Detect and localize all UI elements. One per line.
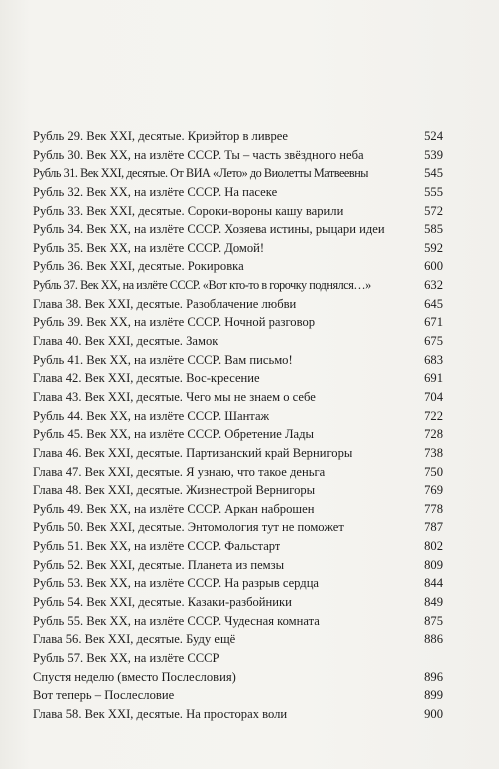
toc-entry-page-number: 524: [424, 129, 443, 143]
toc-entry: [33, 164, 443, 183]
toc-entry-title: Вот теперь – Послесловие: [33, 688, 175, 703]
toc-entry-title: Глава 42. Век XXI, десятые. Вос-кресение: [33, 371, 260, 386]
toc-entry-page-number: 671: [424, 315, 443, 330]
toc-entry-page-number: 704: [424, 389, 443, 404]
toc-entry: [33, 313, 443, 332]
toc-entry: [33, 369, 443, 388]
toc-entry: [33, 630, 443, 649]
toc-entry-title: Рубль 39. Век XX, на излёте СССР. Ночной разговор: [33, 315, 316, 330]
toc-entry: [33, 388, 443, 407]
toc-entry-title: Рубль 52. Век XXI, десятые. Планета из пемзы: [33, 557, 285, 572]
toc-entry-title: Глава 58. Век XXI, десятые. На просторах воли: [33, 706, 288, 721]
toc-entry-title: Рубль 37. Век XX, на излёте СССР. «Вот кто-то в горочку поднялся…»: [33, 278, 371, 293]
toc-entry: [33, 463, 443, 482]
toc-entry-title: Рубль 32. Век XX, на излёте СССР. На пасеке: [33, 184, 278, 199]
toc-entry: [33, 127, 443, 146]
toc-entry-page-number: 899: [424, 688, 443, 703]
toc-entry-title: Глава 47. Век XXI, десятые. Я узнаю, что такое деньга: [33, 464, 326, 479]
toc-entry-title: Рубль 33. Век XXI, десятые. Сороки-вороны кашу варили: [33, 203, 344, 218]
toc-entry-page-number: 545: [424, 166, 443, 181]
toc-entry-page-number: 722: [424, 408, 443, 423]
toc-entry: [33, 556, 443, 575]
toc-entry-title: Рубль 55. Век XX, на излёте СССР. Чудесная комната: [33, 613, 320, 628]
toc-entry-page-number: 555: [424, 184, 443, 199]
toc-entry: [33, 705, 443, 724]
toc-entry-title: Глава 40. Век XXI, десятые. Замок: [33, 334, 219, 349]
toc-entry-page-number: 728: [424, 427, 443, 442]
toc-entry-page-number: 875: [424, 613, 443, 628]
toc-entry: [33, 518, 443, 537]
toc-entry: [33, 146, 443, 165]
toc-entry: [33, 202, 443, 221]
toc-entry-page-number: 632: [424, 278, 443, 293]
toc-entry-page-number: 750: [424, 464, 443, 479]
toc-entry-title: Рубль 30. Век XX, на излёте СССР. Ты – часть звёздного неба: [33, 147, 364, 162]
toc-entry-title: Рубль 29. Век XXI, десятые. Криэйтор в ливрее: [33, 129, 288, 143]
toc-entry: [33, 481, 443, 500]
toc-entry-page-number: 738: [424, 445, 443, 460]
toc-entry-page-number: 778: [424, 501, 443, 516]
toc-entry-page-number: 691: [424, 371, 443, 386]
toc-entry-title: Глава 43. Век XXI, десятые. Чего мы не знаем о себе: [33, 389, 316, 404]
toc-entry-page-number: 769: [424, 483, 443, 498]
toc-entry-title: Рубль 50. Век XXI, десятые. Энтомология тут не поможет: [33, 520, 344, 535]
toc-entry-title: Рубль 36. Век XXI, десятые. Рокировка: [33, 259, 244, 274]
toc-entry: [33, 686, 443, 705]
toc-entry: [33, 444, 443, 463]
toc-entry-title: Рубль 57. Век XX, на излёте СССР: [33, 650, 220, 665]
toc-entry: [33, 295, 443, 314]
toc-entry: [33, 425, 443, 444]
toc-entry-page-number: 900: [424, 706, 443, 721]
toc-entry-title: Рубль 53. Век XX, на излёте СССР. На разрыв сердца: [33, 576, 320, 591]
toc-entry-title: Рубль 31. Век XXI, десятые. От ВИА «Лето» до Виолетты Матвеевны: [33, 166, 369, 181]
toc-entry: [33, 612, 443, 631]
toc-entry-page-number: 802: [424, 539, 443, 554]
toc-entry-title: Глава 46. Век XXI, десятые. Партизанский край Вернигоры: [33, 445, 353, 460]
toc-entry-page-number: 683: [424, 352, 443, 367]
toc-entry-page-number: 645: [424, 296, 443, 311]
toc-entry-title: Рубль 34. Век XX, на излёте СССР. Хозяева истины, рыцари идеи: [33, 222, 385, 237]
toc-entry: [33, 257, 443, 276]
toc-entry: [33, 500, 443, 519]
toc-entry-title: Глава 48. Век XXI, десятые. Жизнестрой Вернигоры: [33, 483, 316, 498]
toc-entry: [33, 407, 443, 426]
toc-entry-title: Глава 38. Век XXI, десятые. Разоблачение любви: [33, 296, 297, 311]
toc-entry: [33, 537, 443, 556]
toc-entry-title: Рубль 49. Век XX, на излёте СССР. Аркан наброшен: [33, 501, 315, 516]
toc-entry-page-number: 844: [424, 576, 443, 591]
toc-entry: [33, 649, 443, 668]
toc-entry-title: Рубль 44. Век XX, на излёте СССР. Шантаж: [33, 408, 270, 423]
toc-entry: [33, 220, 443, 239]
toc-entry-page-number: 572: [424, 203, 443, 218]
toc-entry-page-number: 896: [424, 669, 443, 684]
toc-entry: [33, 276, 443, 295]
toc-entry-page-number: 585: [424, 222, 443, 237]
toc-entry: [33, 668, 443, 687]
toc-entry-title: Рубль 41. Век XX, на излёте СССР. Вам письмо!: [33, 352, 293, 367]
toc-entry-title: Рубль 51. Век XX, на излёте СССР. Фальстарт: [33, 539, 281, 554]
toc-entry-title: Рубль 35. Век XX, на излёте СССР. Домой!: [33, 240, 265, 255]
toc-entry-page-number: 849: [424, 595, 443, 610]
toc-entry-title: Рубль 54. Век XXI, десятые. Казаки-разбойники: [33, 595, 292, 610]
toc-entry-title: Спустя неделю (вместо Послесловия): [33, 669, 236, 684]
toc-entry: [33, 239, 443, 258]
toc-entry-title: Рубль 45. Век XX, на излёте СССР. Обретение Лады: [33, 427, 314, 442]
table-of-contents: [33, 127, 443, 724]
toc-entry-page-number: 809: [424, 557, 443, 572]
toc-entry-page-number: 886: [424, 632, 443, 647]
toc-entry: [33, 183, 443, 202]
toc-entry-page-number: 592: [424, 240, 443, 255]
toc-entry: [33, 332, 443, 351]
toc-entry-page-number: 675: [424, 334, 443, 349]
toc-entry-page-number: 600: [424, 259, 443, 274]
toc-entry: [33, 574, 443, 593]
toc-entry: [33, 351, 443, 370]
toc-entry: [33, 593, 443, 612]
toc-entry-page-number: 539: [424, 147, 443, 162]
toc-entry-title: Глава 56. Век XXI, десятые. Буду ещё: [33, 632, 236, 647]
toc-entry-page-number: 787: [424, 520, 443, 535]
